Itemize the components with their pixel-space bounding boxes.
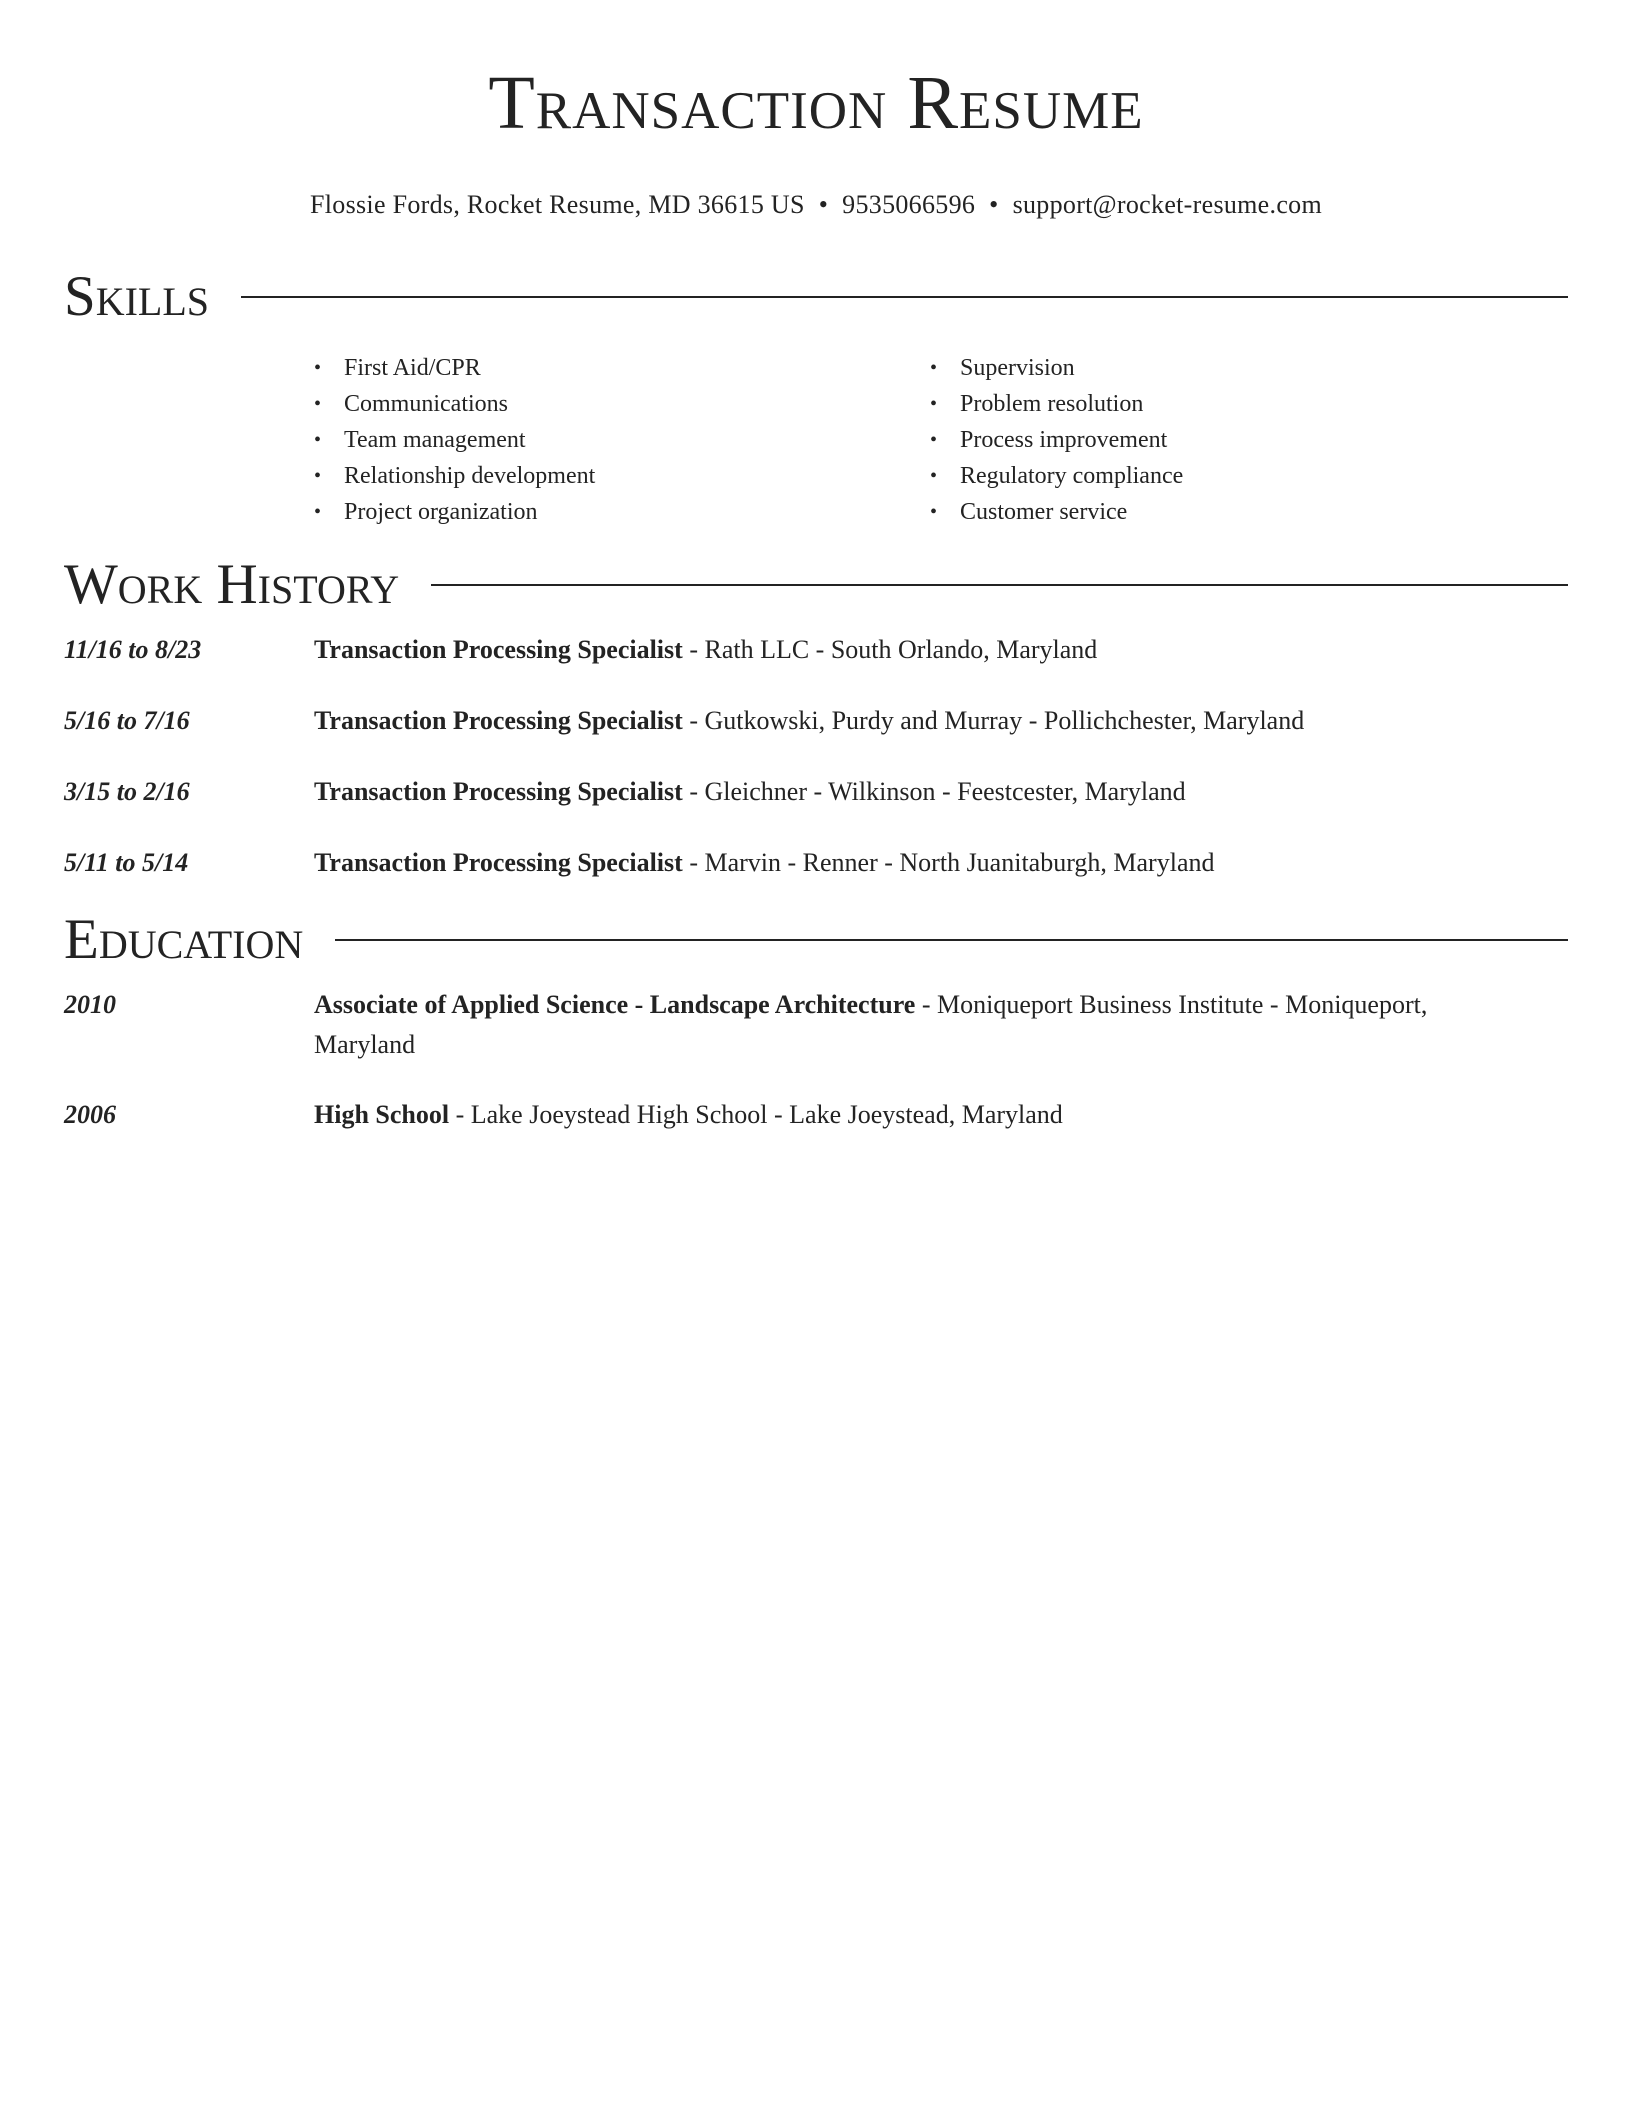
skill-label: Project organization [344,499,538,525]
skill-item [314,350,930,386]
job-details: - Gleichner - Wilkinson - Feestcester, Maryland [682,777,1186,806]
job-details: - Gutkowski, Purdy and Murray - Pollichchester, Maryland [682,706,1305,735]
skill-label: Regulatory compliance [960,463,1184,489]
skill-label: First Aid/CPR [344,355,481,381]
skill-item [314,458,930,494]
degree-title: High School [314,1100,450,1129]
bullet-icon: • [930,429,938,451]
skill-label: Supervision [960,355,1075,381]
resume-title: Transaction Resume [488,61,1144,145]
work-history-section-header [64,550,1568,620]
skills-column-right [930,350,1546,530]
work-date: 3/15 to 2/16 [64,777,190,806]
skill-item [314,494,930,530]
bullet-icon: • [314,393,322,415]
education-date: 2006 [64,1100,116,1129]
work-entry [64,701,1568,741]
job-title: Transaction Processing Specialist [314,848,683,877]
contact-address: Flossie Fords, Rocket Resume, MD 36615 US [310,190,805,219]
section-divider [241,296,1568,298]
work-description [314,701,1568,741]
work-history-list [64,630,1568,883]
skill-label: Team management [344,427,526,453]
education-entry [64,985,1568,1065]
skill-item [930,494,1546,530]
work-description [314,843,1568,883]
education-entry [64,1095,1568,1135]
skill-label: Customer service [960,499,1128,525]
skill-label: Problem resolution [960,391,1144,417]
work-entry [64,630,1568,670]
education-list [64,985,1568,1135]
education-heading: Education [64,908,304,971]
work-date: 11/16 to 8/23 [64,635,202,664]
contact-line [64,188,1568,222]
bullet-icon: • [930,501,938,523]
education-details: - Moniqueport Business Institute - Moniqueport, Maryland [314,990,1428,1059]
job-details: - Rath LLC - South Orlando, Maryland [682,635,1098,664]
bullet-icon: • [314,501,322,523]
skills-column-left [314,350,930,530]
bullet-icon: • [314,465,322,487]
work-description [314,772,1568,812]
contact-separator: • [818,190,829,219]
work-entry [64,843,1568,883]
bullet-icon: • [930,393,938,415]
bullet-icon: • [314,357,322,379]
work-history-heading: Work History [64,553,400,616]
contact-phone: 9535066596 [842,190,976,219]
skill-item [314,386,930,422]
bullet-icon: • [930,357,938,379]
work-date: 5/11 to 5/14 [64,848,189,877]
skills-section-header [64,262,1568,332]
work-description [314,630,1568,670]
education-description [314,1095,1568,1135]
skill-item [314,422,930,458]
contact-email: support@rocket-resume.com [1012,190,1322,219]
job-title: Transaction Processing Specialist [314,635,683,664]
bullet-icon: • [314,429,322,451]
bullet-icon: • [930,465,938,487]
degree-title: Associate of Applied Science - Landscape Architecture [314,990,916,1019]
work-entry [64,772,1568,812]
job-title: Transaction Processing Specialist [314,777,683,806]
skill-item [930,350,1546,386]
skill-label: Relationship development [344,463,596,489]
education-description [314,985,1568,1065]
skill-label: Communications [344,391,508,417]
education-section-header [64,905,1568,975]
skills-list [64,350,1568,530]
skill-item [930,386,1546,422]
work-date: 5/16 to 7/16 [64,706,190,735]
skill-label: Process improvement [960,427,1168,453]
skill-item [930,458,1546,494]
job-details: - Marvin - Renner - North Juanitaburgh, Maryland [682,848,1215,877]
skills-heading: Skills [64,265,210,328]
education-date: 2010 [64,990,116,1019]
skill-item [930,422,1546,458]
education-details: - Lake Joeystead High School - Lake Joeystead, Maryland [449,1100,1063,1129]
section-divider [335,939,1568,941]
job-title: Transaction Processing Specialist [314,706,683,735]
section-divider [431,584,1568,586]
contact-separator: • [989,190,999,219]
